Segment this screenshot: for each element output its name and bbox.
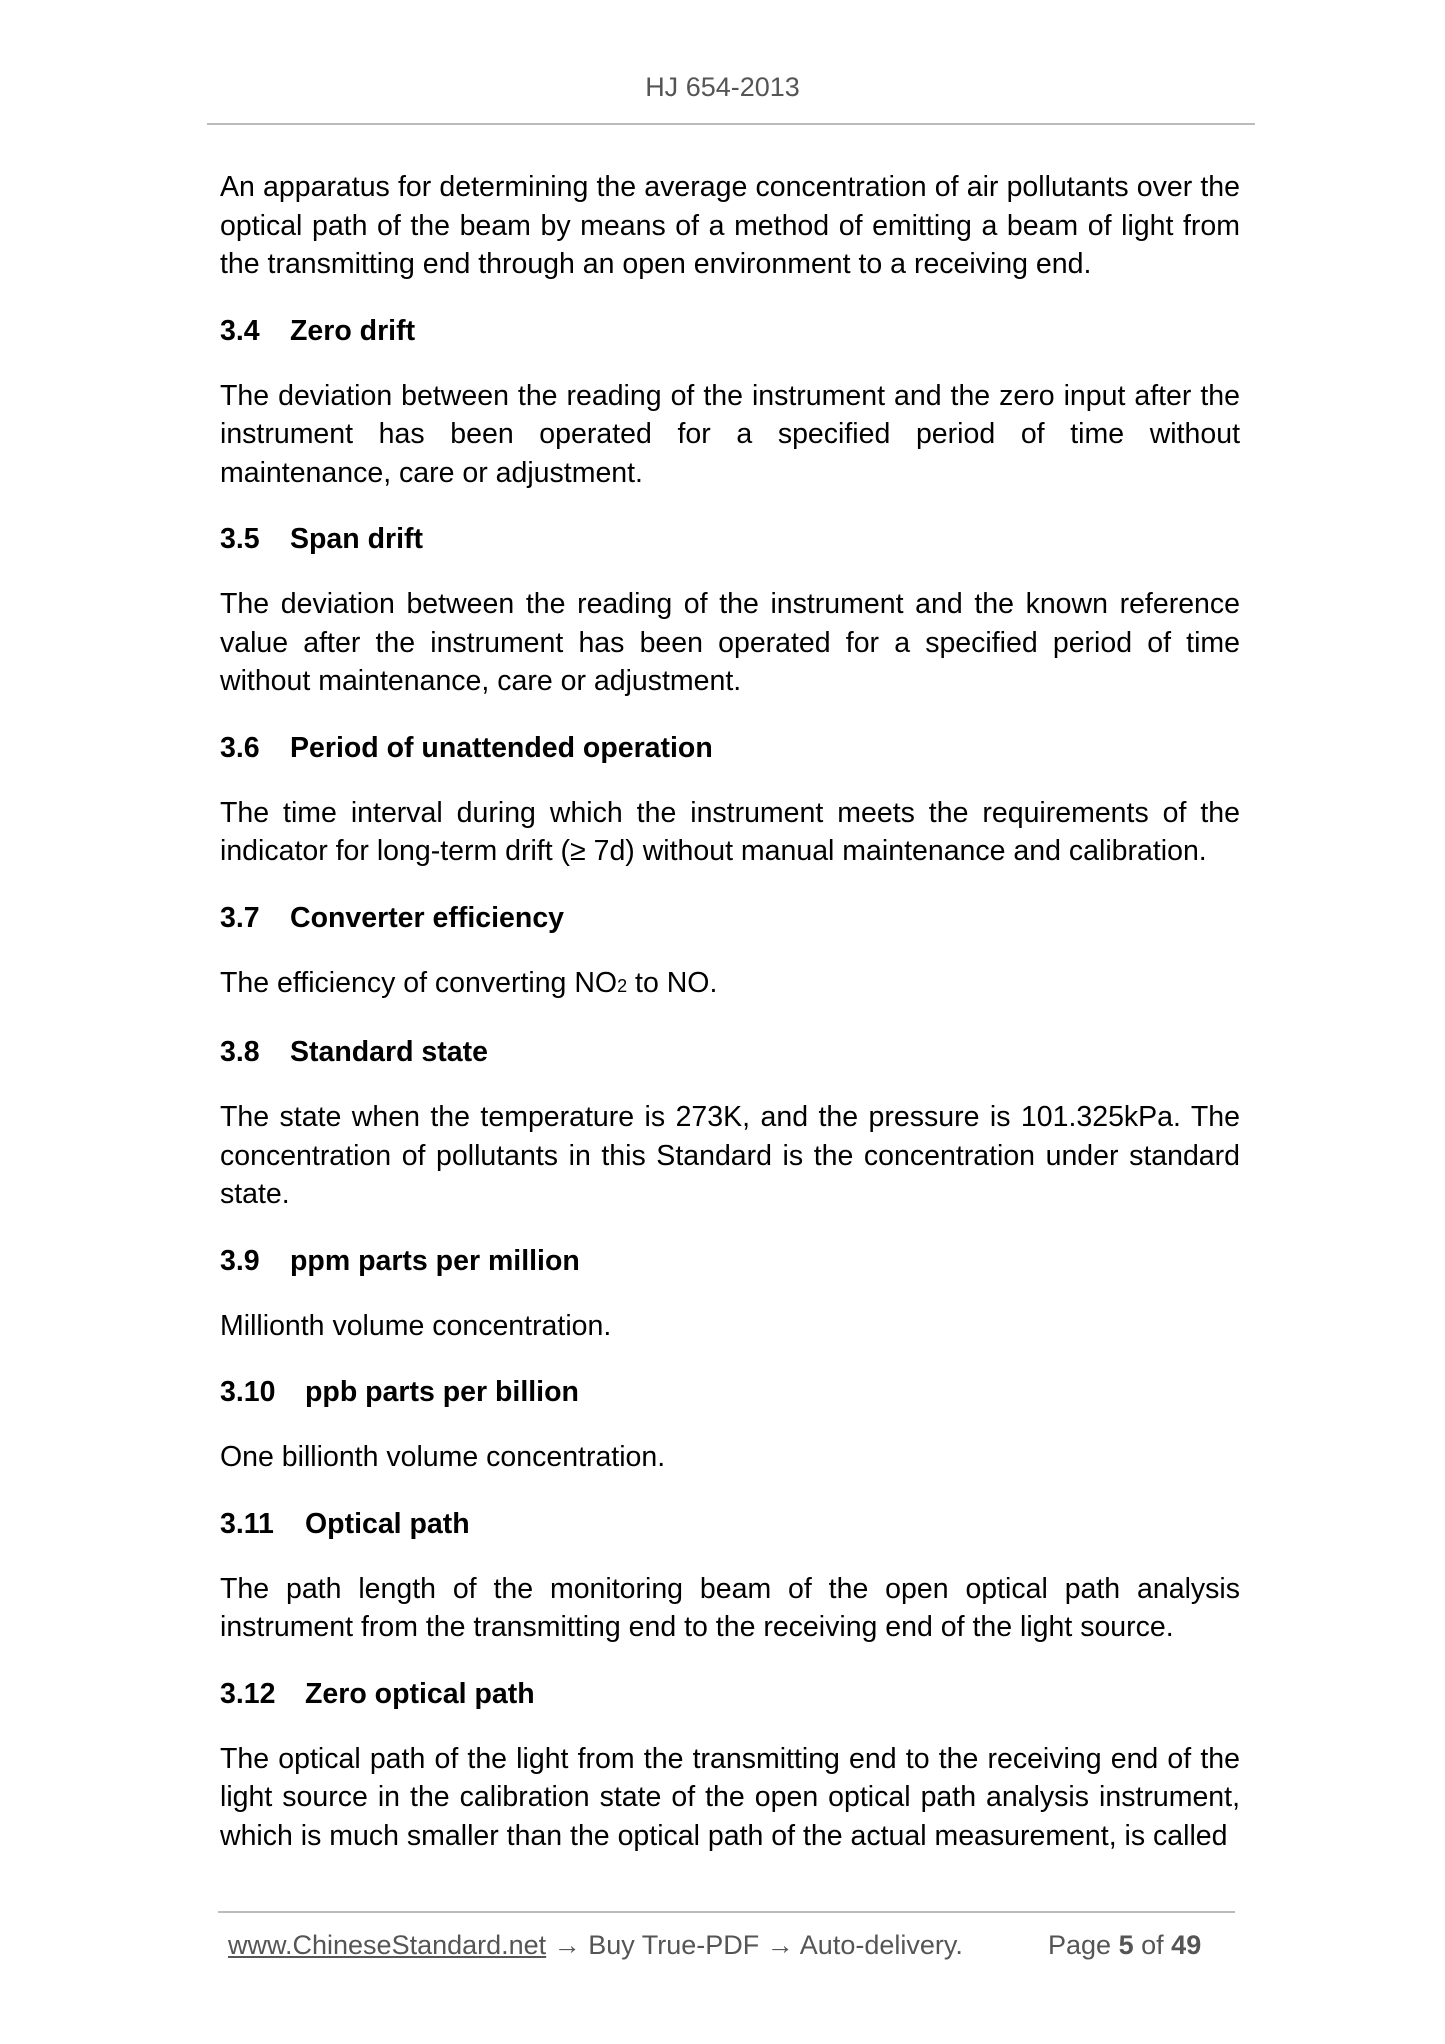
buy-link-text: Buy True-PDF — [588, 1930, 760, 1960]
section-heading-3-11 — [220, 1505, 1240, 1543]
section-title: Zero optical path — [305, 1677, 535, 1710]
section-number: 3.9 — [220, 1244, 260, 1277]
footer-divider — [218, 1911, 1235, 1913]
section-heading-3-7 — [220, 899, 1240, 937]
section-number: 3.12 — [220, 1677, 276, 1710]
body-text: The efficiency of converting NO — [220, 966, 618, 999]
body-text: to NO. — [627, 966, 718, 999]
page-indicator — [1048, 1930, 1201, 1961]
page-total: 49 — [1171, 1930, 1202, 1960]
section-number: 3.8 — [220, 1036, 260, 1068]
section-number: 3.10 — [220, 1376, 276, 1408]
subscript: 2 — [617, 975, 628, 996]
section-body-3-7 — [220, 964, 1240, 1006]
section-number: 3.5 — [220, 523, 260, 555]
section-number: 3.11 — [220, 1507, 274, 1540]
intro-paragraph: An apparatus for determining the average concentration of air pollutants over the optical path of the beam by means of a method of emitting a beam of light from the transmitting end through an open environment to a receiving end. — [220, 171, 1240, 280]
section-body-3-9: Millionth volume concentration. — [220, 1309, 612, 1342]
section-title: Period of unattended operation — [290, 731, 713, 764]
section-heading-3-5 — [220, 520, 1240, 558]
page-label: Page — [1048, 1930, 1112, 1960]
section-number: 3.4 — [220, 314, 260, 347]
section-body-3-6: The time interval during which the instrument meets the requirements of the indicator for long-term drift (≥ 7d) without manual maintenance and calibration. — [220, 796, 1240, 867]
section-title: ppb parts per billion — [305, 1376, 579, 1408]
section-title: Optical path — [305, 1507, 470, 1540]
section-body-3-4: The deviation between the reading of the instrument and the zero input after the instrument has been operated for a specified period of time without maintenance, care or adjustment. — [220, 379, 1240, 489]
section-body-3-11: The path length of the monitoring beam of the open optical path analysis instrument from the transmitting end to the receiving end of the light source. — [220, 1572, 1240, 1643]
section-heading-3-12 — [220, 1675, 1240, 1713]
section-body-3-5: The deviation between the reading of the instrument and the known reference value after the instrument has been operated for a specified period of time without maintenance, care or adjustment. — [220, 588, 1240, 697]
section-body-3-8: The state when the temperature is 273K, and the pressure is 101.325kPa. The concentration of pollutants in this Standard is the concentration under standard state. — [220, 1101, 1240, 1210]
site-link[interactable]: www.ChineseStandard.net — [228, 1930, 547, 1960]
section-heading-3-10 — [220, 1373, 1240, 1411]
page-footer — [228, 1930, 1228, 1961]
section-number: 3.7 — [220, 901, 260, 934]
document-body — [220, 168, 1240, 1883]
section-title: Converter efficiency — [290, 901, 565, 934]
section-body-3-10: One billionth volume concentration. — [220, 1441, 666, 1473]
page-header — [0, 72, 1445, 103]
page-of: of — [1141, 1930, 1164, 1960]
section-heading-3-6 — [220, 729, 1240, 767]
section-number: 3.6 — [220, 731, 260, 764]
section-body-3-12: The optical path of the light from the transmitting end to the receiving end of the light source in the calibration state of the open optical path analysis instrument, which is much smaller than the optical path of the actual measurement, is called — [220, 1742, 1240, 1852]
arrow-right-icon: → — [553, 1930, 581, 1960]
header-divider — [207, 123, 1255, 125]
section-title: Standard state — [290, 1036, 488, 1068]
section-title: Span drift — [290, 523, 423, 555]
arrow-right-icon: → — [766, 1930, 794, 1960]
document-id: HJ 654-2013 — [645, 72, 800, 102]
page-current: 5 — [1118, 1930, 1134, 1960]
section-title: Zero drift — [290, 314, 416, 347]
delivery-text: Auto-delivery. — [799, 1930, 963, 1960]
section-title: ppm parts per million — [290, 1244, 580, 1277]
section-heading-3-4 — [220, 312, 1240, 350]
section-heading-3-8 — [220, 1033, 1240, 1071]
section-heading-3-9 — [220, 1242, 1240, 1280]
